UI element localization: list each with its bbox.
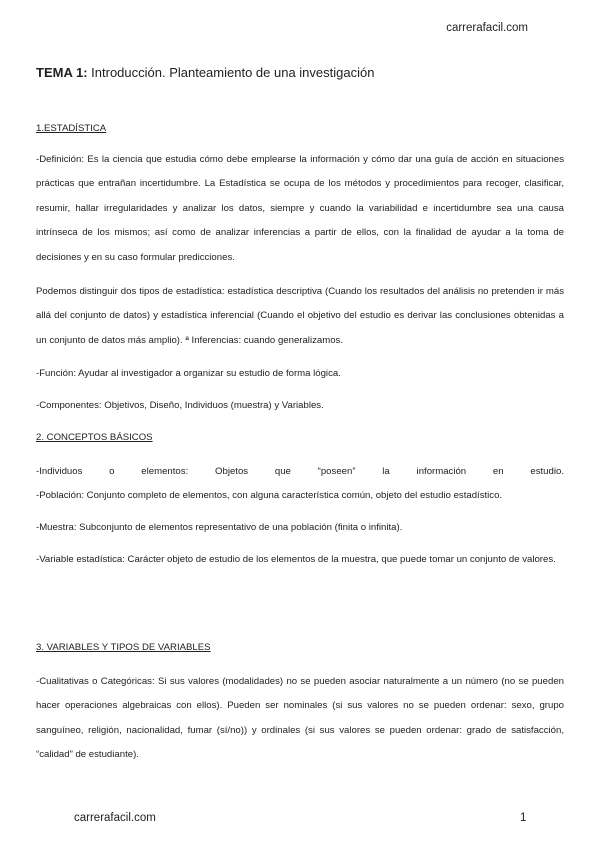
paragraph-individuos: -Individuos o elementos: Objetos que “poseen” la información en estudio.	[36, 466, 564, 477]
title-prefix: TEMA 1:	[36, 65, 88, 80]
paragraph-variable: -Variable estadística: Carácter objeto de estudio de los elementos de la muestra, que puede tomar un conjunto de valores.	[36, 554, 556, 565]
paragraph-funcion: -Función: Ayudar al investigador a organizar su estudio de forma lógica.	[36, 368, 341, 379]
paragraph-cualitativas: -Cualitativas o Categóricas: Si sus valores (modalidades) no se pueden asociar naturalmente a un número (no se pueden hacer operaciones algebraicas con ellos). Pueden ser nominales (si sus valores no se pueden ordenar: sexo, grupo sanguíneo, religión, nacionalidad, fumar (sí/no)) y ordinales (si sus valores se pueden ordenar: grado de satisfacción, “calidad” de estudiante).	[36, 676, 564, 761]
paragraph-tipos: Podemos distinguir dos tipos de estadística: estadística descriptiva (Cuando los resultados del análisis no pretenden ir más allá del conjunto de datos) y estadística inferencial (Cuando el objetivo del estudio es derivar las conclusiones obtenidas a un conjunto de datos más amplio). ª Inferencias: cuando generalizamos.	[36, 286, 564, 346]
page-number: 1	[520, 812, 527, 824]
site-header[interactable]: carrerafacil.com	[446, 22, 528, 34]
section-heading-estadistica: 1.ESTADÍSTICA	[36, 123, 107, 134]
paragraph-definicion: -Definición: Es la ciencia que estudia cómo debe emplearse la información y cómo dar una guía de acción en situaciones prácticas que entrañan incertidumbre. La Estadística se ocupa de los métodos y procedimientos para recoger, clasificar, resumir, hallar irregularidades y analizar los datos, siempre y cuando la variabilidad e incertidumbre sea una causa intrínseca de los mismos; así como de analizar inferencias a partir de ellos, con la finalidad de ayudar a la toma de decisiones y en su caso formular predicciones.	[36, 154, 564, 263]
paragraph-componentes: -Componentes: Objetivos, Diseño, Individuos (muestra) y Variables.	[36, 400, 324, 411]
paragraph-muestra: -Muestra: Subconjunto de elementos representativo de una población (finita o infinita).	[36, 522, 403, 533]
title-text: Introducción. Planteamiento de una investigación	[91, 65, 375, 80]
section-heading-variables: 3. VARIABLES Y TIPOS DE VARIABLES	[36, 642, 211, 653]
paragraph-poblacion: -Población: Conjunto completo de elementos, con alguna característica común, objeto del estudio estadístico.	[36, 490, 503, 501]
section-heading-conceptos: 2. CONCEPTOS BÁSICOS	[36, 432, 153, 443]
footer-site[interactable]: carrerafacil.com	[74, 812, 156, 824]
document-title	[36, 65, 374, 80]
